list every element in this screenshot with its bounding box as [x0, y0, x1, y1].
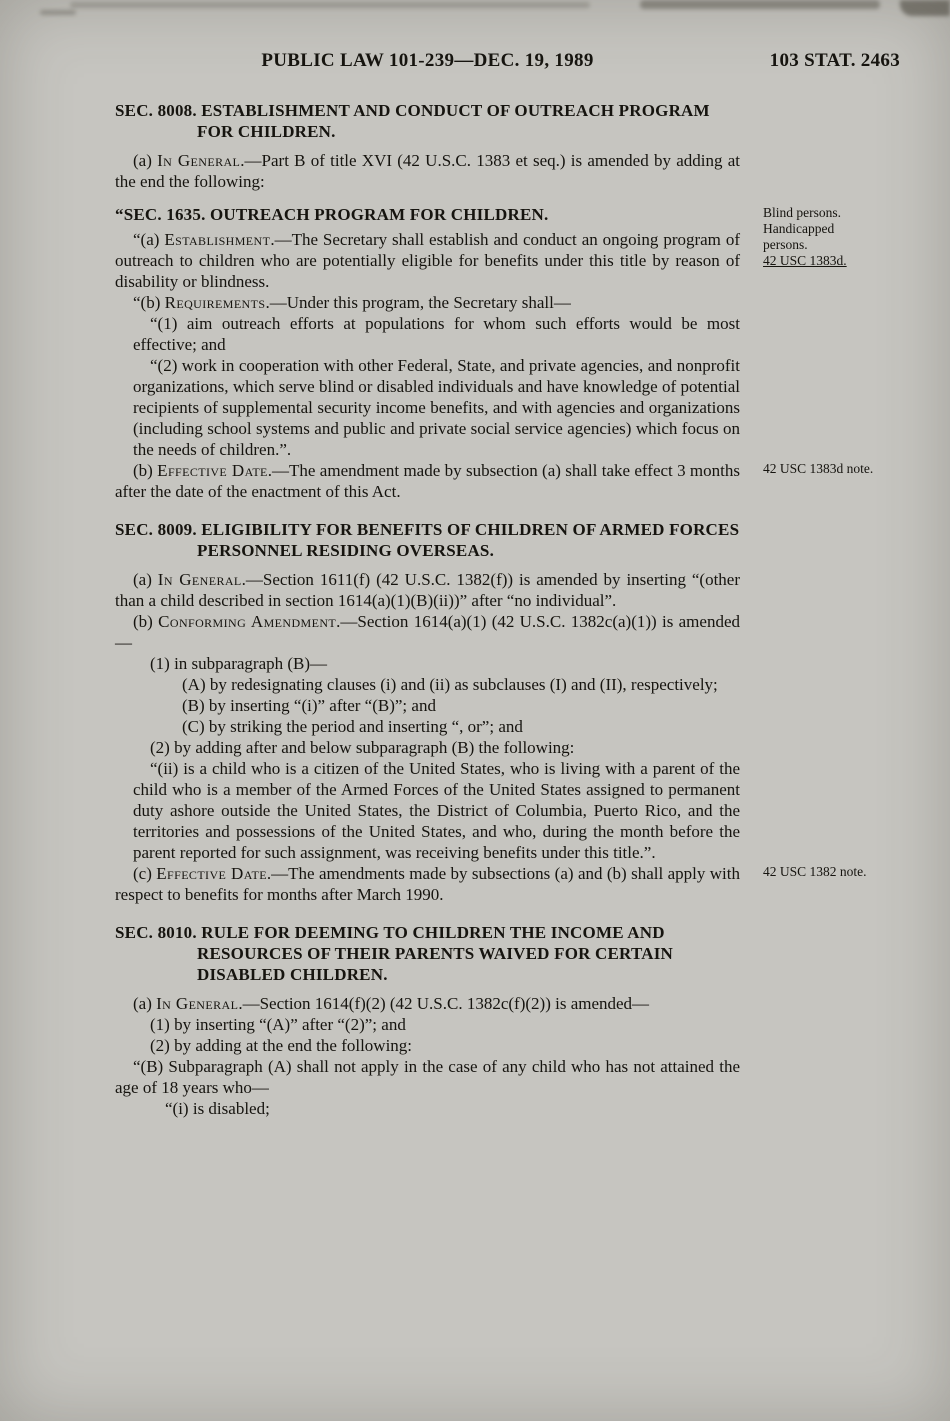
small-caps-label: In General	[157, 151, 241, 170]
margin-note-blind-persons	[763, 205, 881, 269]
effective-date-row	[115, 863, 867, 905]
paragraph-effective-date	[115, 460, 740, 502]
small-caps-label: Conforming Amendment	[158, 612, 337, 631]
paragraph-text: .—Section 1611(f) (42 U.S.C. 1382(f)) is amended by inserting “(other than a child described in section 1614(a)(1)(B)(ii))” after “no individual”.	[115, 570, 740, 610]
paragraph-effective-date	[115, 863, 740, 905]
clause-1: (1) by inserting “(A)” after “(2)”; and	[150, 1015, 406, 1034]
subclause-C: (C) by striking the period and inserting “, or”; and	[182, 717, 523, 736]
paragraph-text: .—Part B of title XVI (42 U.S.C. 1383 et seq.) is amended by adding at the end the following:	[115, 151, 740, 191]
quoted-subparagraph-B: “(B) Subparagraph (A) shall not apply in the case of any child who has not attained the age of 18 years who—	[115, 1057, 740, 1097]
paragraph-text: .—The amendments made by subsections (a) and (b) shall apply with respect to benefits for months after March 1990.	[115, 864, 740, 904]
section-heading: SEC. 8008. ESTABLISHMENT AND CONDUCT OF OUTREACH PROGRAM FOR CHILDREN.	[115, 101, 710, 141]
small-caps-label: Establishment	[164, 230, 271, 249]
effective-date-row	[115, 460, 874, 502]
paragraph-text: .—The Secretary shall establish and conduct an ongoing program of outreach to children who are potentially eligible for benefits under this title by reason of disability or blindness.	[115, 230, 740, 291]
margin-note-usc-1382-note: 42 USC 1382 note.	[763, 864, 867, 879]
small-caps-label: Effective Date	[156, 864, 267, 883]
paragraph-a-in-general	[115, 993, 740, 1014]
small-caps-label: Requirements	[164, 293, 266, 312]
scan-artifact	[70, 2, 590, 8]
paragraph-a-in-general	[115, 569, 740, 611]
paragraph-prefix: “(b)	[133, 293, 165, 312]
subclause-A: (A) by redesignating clauses (i) and (ii) as subclauses (I) and (II), respectively;	[182, 675, 718, 694]
subclause-B: (B) by inserting “(i)” after “(B)”; and	[182, 696, 436, 715]
paragraph-prefix: (b)	[133, 461, 158, 480]
document-body	[115, 100, 874, 1119]
paragraph-conforming-amendment	[115, 611, 740, 653]
clause-1: (1) in subparagraph (B)—	[150, 654, 328, 673]
small-caps-label: In General	[156, 994, 239, 1013]
paragraph-prefix: (c)	[133, 864, 157, 883]
section-8010	[115, 922, 740, 1119]
margin-note-line: Blind persons.	[763, 205, 842, 220]
law-title: PUBLIC LAW 101-239—DEC. 19, 1989	[261, 50, 594, 71]
paragraph-text: .—Section 1614(f)(2) (42 U.S.C. 1382c(f)(2)) is amended—	[238, 994, 650, 1013]
page-header	[0, 50, 950, 74]
section-8009	[115, 519, 867, 905]
scan-artifact	[40, 10, 76, 15]
scan-artifact	[900, 0, 950, 16]
section-8008	[115, 100, 874, 502]
margin-note-usc-cite: 42 USC 1383d.	[763, 253, 847, 268]
margin-note-line: Handicapped persons.	[763, 221, 835, 252]
scan-artifact	[640, 0, 880, 9]
quoted-clause-ii: “(ii) is a child who is a citizen of the United States, who is living with a parent of the child who is a member of the Armed Forces of the United States assigned to permanent duty ashore outside the United States, the District of Columbia, Puerto Rico, and the territories and possessions of the United States, and who, during the month before the parent reported for such assignment, was receiving benefits under this title.”.	[133, 759, 740, 862]
clause-1: “(1) aim outreach efforts at populations for whom such efforts would be most effective; and	[133, 314, 740, 354]
small-caps-label: In General	[157, 570, 242, 589]
paragraph-prefix: (a)	[133, 570, 158, 589]
stat-number: 103 STAT. 2463	[769, 50, 900, 71]
paragraph-prefix: (b)	[133, 612, 159, 631]
section-heading: SEC. 8009. ELIGIBILITY FOR BENEFITS OF CHILDREN OF ARMED FORCES PERSONNEL RESIDING OVERSEAS.	[115, 520, 740, 560]
clause-2: (2) by adding after and below subparagraph (B) the following:	[150, 738, 575, 757]
clause-2: (2) by adding at the end the following:	[150, 1036, 413, 1055]
quoted-section-heading: “SEC. 1635. OUTREACH PROGRAM FOR CHILDREN.	[115, 205, 549, 224]
paragraph-prefix: “(a)	[133, 230, 165, 249]
paragraph-prefix: (a)	[133, 994, 157, 1013]
paragraph-requirements	[115, 292, 740, 313]
paragraph-prefix: (a)	[133, 151, 158, 170]
paragraph-establishment	[115, 229, 740, 292]
paragraph-text: .—The amendment made by subsection (a) shall take effect 3 months after the date of the enactment of this Act.	[115, 461, 740, 501]
quoted-clause-i: “(i) is disabled;	[165, 1099, 270, 1118]
margin-note-usc-1383d-note: 42 USC 1383d note.	[763, 461, 874, 476]
paragraph-a-in-general	[115, 150, 740, 192]
section-heading: SEC. 8010. RULE FOR DEEMING TO CHILDREN THE INCOME AND RESOURCES OF THEIR PARENTS WAIVED FOR CERTAIN DISABLED CHILDREN.	[115, 923, 673, 984]
clause-2: “(2) work in cooperation with other Federal, State, and private agencies, and nonprofit organizations, which serve blind or disabled individuals and have knowledge of potential recipients of supplemental security income benefits, and with agencies and organizations (including school systems and public and private social service agencies) which focus on the needs of children.”.	[133, 356, 740, 459]
small-caps-label: Effective Date	[157, 461, 268, 480]
paragraph-text: .—Under this program, the Secretary shall—	[265, 293, 571, 312]
paragraph-text: .—Section 1614(a)(1) (42 U.S.C. 1382c(a)(1)) is amended—	[115, 612, 740, 652]
